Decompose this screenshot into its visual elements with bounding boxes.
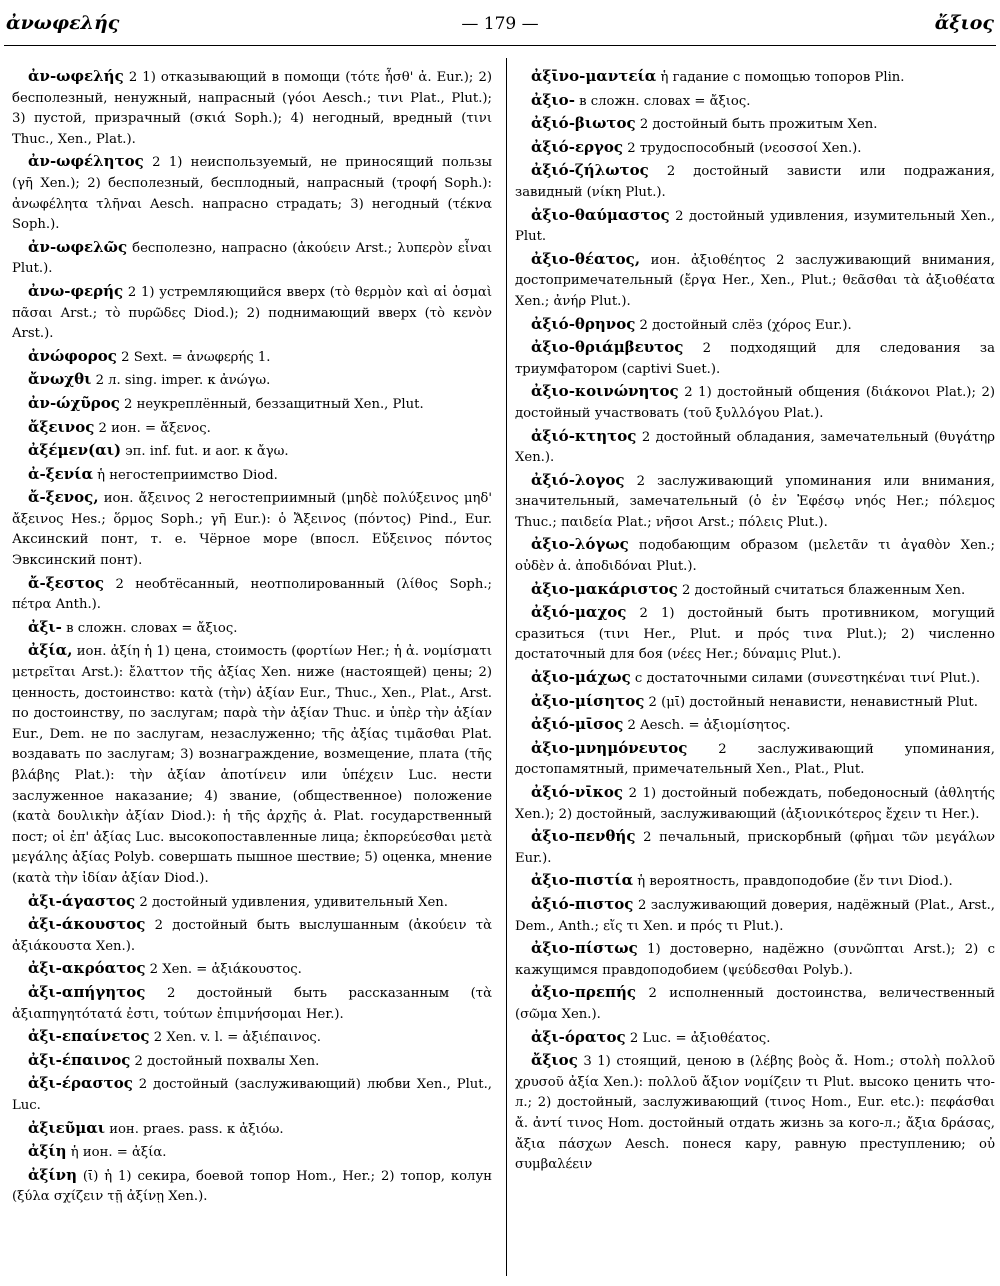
dictionary-entry <box>515 426 995 469</box>
entry-headword: ἀξι-επαίνετος <box>28 1027 150 1046</box>
dictionary-entry <box>12 891 492 914</box>
entry-headword: ἀξι-ακρόατος <box>28 959 146 978</box>
dictionary-entry <box>515 160 995 203</box>
dictionary-entry <box>515 870 995 893</box>
entry-headword: ἀξιό-λογος <box>531 470 625 489</box>
entry-headword: ἀξιο-θαύμαστος <box>531 205 670 224</box>
entry-definition: 2 неукреплённый, беззащитный Xen., Plut. <box>119 396 424 412</box>
entry-headword: ἀξιό-εργος <box>531 137 624 156</box>
entry-definition: 2 заслуживающий упоминания или внимания, значительный, замечательный (ὁ ἐν Ἐφέσῳ νηός Her.; πόλεμος Thuc.; παιδεία Plat.; νῆσοι Arst.; πόλεις Plut.). <box>515 473 995 530</box>
dictionary-entry <box>12 914 492 957</box>
entry-headword: ἀξι-άκουστος <box>28 915 146 934</box>
entry-definition: 2 трудоспособный (νεοσσοί Xen.). <box>623 140 862 156</box>
entry-definition: 2 Xen. v. l. = ἀξιέπαινος. <box>149 1030 321 1046</box>
entry-definition: эп. inf. fut. и aor. к ἄγω. <box>121 444 289 460</box>
entry-definition: ἡ ион. = ἀξία. <box>66 1145 167 1161</box>
entry-headword: ἀξι-έραστος <box>28 1074 133 1093</box>
entry-definition: ион. ἄξεινος 2 негостеприимный (μηδὲ πολύξεινος μηδ' ἄξεινος Hes.; ὅρμος Soph.; γῆ Eur.): ὁ Ἄξεινος (πόντος) Pind., Eur. Аксинский понт, т. е. Чёрное море (впосл. Εὔξεινος πόντος Эвксинский понт). <box>12 491 492 569</box>
entry-definition: 2 1) достойный побеждать, победоносный (ἀθλητής Xen.); 2) достойный, заслуживающий (ἀξιονικότερος ἔχειν τι Her.). <box>515 786 995 822</box>
dictionary-entry <box>12 464 492 487</box>
dictionary-entry <box>515 534 995 577</box>
entry-headword: ἀξιο-θριάμβευτος <box>531 338 684 357</box>
entry-definition: 2 достойный быть прожитым Xen. <box>635 117 878 133</box>
entry-definition: ион. praes. pass. к ἀξιόω. <box>105 1121 284 1137</box>
entry-definition: (ῑ) ἡ 1) секира, боевой топор Hom., Her.; 2) топор, колун (ξύλα σχίζειν τῇ ἀξίνῃ Xen.). <box>12 1168 492 1205</box>
dictionary-entry <box>12 393 492 416</box>
dictionary-entry <box>515 249 995 313</box>
entry-headword: ἀξιο- <box>531 90 575 109</box>
entry-definition: 2 заслуживающий упоминания, достопамятный, примечательный Xen., Plat., Plut. <box>515 741 995 778</box>
dictionary-entry <box>12 1050 492 1073</box>
entry-definition: ἡ вероятность, правдоподобие (ἔν τινι Diod.). <box>633 874 953 890</box>
dictionary-entry <box>515 337 995 380</box>
entry-definition: 2 достойный слёз (χόρος Eur.). <box>635 317 852 333</box>
entry-headword: ἀξιο-λόγως <box>531 535 629 554</box>
entry-definition: 2 подходящий для следования за триумфатором (captivi Suet.). <box>515 341 995 377</box>
dictionary-entry <box>515 782 995 825</box>
entry-headword: ἄ-ξεστος <box>28 573 105 592</box>
dictionary-entry <box>12 617 492 640</box>
entry-definition: 2 достойный удивления, изумительный Xen., Plut. <box>515 208 995 245</box>
entry-headword: ἀξίη <box>28 1142 67 1161</box>
entry-headword: ἀξιο-πενθής <box>531 827 636 846</box>
entry-definition: ἡ гадание с помощью топоров Plin. <box>656 70 905 85</box>
page-number: — 179 — <box>461 14 539 34</box>
dictionary-entry <box>12 573 492 616</box>
dictionary-entry <box>515 314 995 337</box>
entry-headword: ἀ-ξενία <box>28 464 93 483</box>
entry-headword: ἀξιεῦμαι <box>28 1118 105 1137</box>
entry-definition: 2 достойный считаться блаженным Xen. <box>677 582 966 598</box>
entry-headword: ἀξιο-πρεπής <box>531 983 637 1002</box>
entry-headword: ἀξιό-βιωτος <box>531 114 636 133</box>
dictionary-entry <box>515 113 995 136</box>
entry-definition: 2 достойный удивления, удивительный Xen. <box>135 894 448 910</box>
entry-headword: ἀξιο-πίστως <box>531 939 638 958</box>
entry-definition: 2 достойный (заслуживающий) любви Xen., Plut., Luc. <box>12 1077 492 1113</box>
dictionary-entry <box>515 579 995 602</box>
entry-definition: 2 заслуживающий доверия, надёжный (Plat., Arst., Dem., Anth.; εἴς τι Xen. и πρός τι Plut.). <box>515 897 995 934</box>
entry-definition: 2 достойный похвалы Xen. <box>130 1053 320 1069</box>
header-rule <box>4 45 996 46</box>
entry-headword: ἀξι-άγαστος <box>28 891 136 910</box>
entry-definition: с достаточными силами (συνεστηκέναι τινί Plut.). <box>630 671 981 687</box>
entry-definition: 2 Luc. = ἀξιοθέατος. <box>625 1030 771 1046</box>
entry-definition: подобающим образом (μελετᾶν τι ἀγαθὸν Xen.; οὐδὲν ἀ. ἀποδιδόναι Plut.). <box>515 538 995 575</box>
dictionary-entry <box>12 440 492 463</box>
entry-definition: 2 ион. = ἄξενος. <box>94 420 211 436</box>
dictionary-entry <box>515 714 995 737</box>
dictionary-entry <box>12 1026 492 1049</box>
column-divider <box>506 58 507 1276</box>
entry-definition: 2 Aesch. = ἀξιομίσητος. <box>623 718 791 734</box>
entry-headword: ἀξιό-νῑκος <box>531 783 623 801</box>
dictionary-entry <box>515 381 995 424</box>
header-first-word: ἀνωφελής <box>6 12 120 34</box>
dictionary-entry <box>515 90 995 113</box>
entry-headword: ἀν-ωφέλητος <box>28 152 144 171</box>
dictionary-entry <box>12 369 492 392</box>
dictionary-entry <box>12 640 492 889</box>
entry-definition: ион. ἀξιοθέητος 2 заслуживающий внимания, достопримечательный (ἔργα Her., Xen., Plut.; θεᾶσθαι τὰ ἀξιοθέατα Xen.; ἀνήρ Plut.). <box>515 252 995 309</box>
dictionary-entry <box>515 1027 995 1050</box>
entry-definition: 2 достойный зависти или подражания, завидный (νίκη Plut.). <box>515 164 995 200</box>
entry-headword: ἀξέμεν(αι) <box>28 441 122 460</box>
left-column <box>12 66 492 1278</box>
dictionary-entry <box>12 487 492 571</box>
dictionary-entry <box>12 1141 492 1164</box>
entry-headword: ἀξι-έπαινος <box>28 1050 131 1069</box>
entry-headword: ἀξιό-θρηνος <box>531 314 636 333</box>
entry-headword: ἀξιό-μαχος <box>531 603 627 622</box>
entry-headword: ἄξεινος <box>28 417 95 436</box>
dictionary-entry <box>12 982 492 1025</box>
entry-definition: 3 1) стоящий, ценою в (λέβης βοὸς ἄ. Hom.; στολὴ πολλοῦ χρυσοῦ ἀξία Xen.): πολλοῦ ἄξιον νομίζειν τι Plut. высоко ценить что-л.; 2) достойный, заслуживающий (τινος Hom., Eur. etc.): πεφάσθαι ἄ. ἀντί τινος Hom. достойный отдать жизнь за кого-л.; ἄξια δράσας, ἄξια πάσχων Aesch. понеся кару, равную преступлению; οὐ συμβαλέειν <box>515 1054 995 1173</box>
entry-definition: 2 1) отказывающий в помощи (τότε ἦσθ' ἀ. Eur.); 2) бесполезный, ненужный, напрасный (γόοι Aesch.; τινι Plat., Plut.); 3) пустой, призрачный (σκιά Soph.); 4) негодный, вредный (τινι Thuc., Xen., Plat.). <box>12 70 492 147</box>
dictionary-entry <box>515 1050 995 1176</box>
entry-definition: 2 (μῑ) достойный ненависти, ненавистный Plut. <box>644 694 978 710</box>
entry-headword: ἀξιο-μνημόνευτος <box>531 738 688 757</box>
entry-headword: ἄνωχθι <box>28 370 92 389</box>
dictionary-entry <box>515 894 995 937</box>
page-header <box>6 12 994 40</box>
entry-definition: 2 исполненный достоинства, величественный (σῶμα Xen.). <box>515 986 995 1022</box>
entry-headword: ἀξι-όρατος <box>531 1027 626 1046</box>
dictionary-entry <box>12 151 492 235</box>
entry-definition: в сложн. словах = ἄξιος. <box>61 620 238 636</box>
entry-definition: 2 достойный обладания, замечательный (θυγάτηρ Xen.). <box>515 429 995 466</box>
dictionary-entry <box>515 738 995 781</box>
dictionary-entry <box>12 346 492 369</box>
entry-definition: 1) достоверно, надёжно (συνῶπται Arst.); 2) с кажущимся правдоподобием (ψεύδεσθαι Polyb.). <box>515 942 995 978</box>
entry-headword: ἀξιό-ζήλωτος <box>531 161 649 180</box>
entry-headword: ἀξιο-θέατος, <box>531 249 641 268</box>
dictionary-entry <box>515 982 995 1025</box>
dictionary-entry <box>515 826 995 869</box>
entry-definition: ἡ негостеприимство Diod. <box>92 467 278 483</box>
entry-headword: ἀν-ωφελής <box>28 67 124 85</box>
entry-headword: ἀξιο-μάχως <box>531 668 631 687</box>
entry-headword: ἀν-ώχῦρος <box>28 393 120 412</box>
entry-headword: ἀξιο-πιστία <box>531 871 634 890</box>
entry-definition: 2 достойный быть рассказанным (τὰ ἀξιαπηγητότατά ἐστι, τούτων ἐπιμνήσομαι Her.). <box>12 985 492 1022</box>
dictionary-entry <box>12 1165 492 1208</box>
entry-headword: ἀν-ωφελῶς <box>28 237 128 256</box>
dictionary-entry <box>12 958 492 981</box>
dictionary-entry <box>12 66 492 150</box>
dictionary-entry <box>515 691 995 714</box>
entry-definition: 2 необтёсанный, неотполированный (λίθος Soph.; πέτρα Anth.). <box>12 576 492 613</box>
entry-headword: ἀξιό-μῑσος <box>531 715 624 734</box>
dictionary-entry <box>12 281 492 345</box>
entry-headword: ἀνώφορος <box>28 346 117 365</box>
right-column <box>515 66 995 1278</box>
entry-headword: ἀξι- <box>28 617 62 636</box>
entry-headword: ἀξι-απήγητος <box>28 982 146 1001</box>
dictionary-entry <box>515 205 995 248</box>
entry-headword: ἀξίνη <box>28 1165 77 1184</box>
entry-headword: ἀξιό-πιστος <box>531 894 634 913</box>
dictionary-entry <box>12 237 492 280</box>
entry-definition: 2 л. sing. imper. к ἀνώγω. <box>91 373 271 389</box>
entry-headword: ἀξιο-μίσητος <box>531 691 645 710</box>
dictionary-entry <box>515 470 995 534</box>
entry-definition: 2 1) достойный общения (διάκονοι Plat.); 2) достойный участвовать (τοῦ ξυλλόγου Plat.). <box>515 385 995 421</box>
entry-definition: в сложн. словах = ἄξιος. <box>574 93 751 109</box>
entry-headword: ἀξῑνο-μαντεία <box>531 67 657 85</box>
dictionary-entry <box>515 66 995 89</box>
entry-headword: ἀξία, <box>28 641 73 660</box>
entry-definition: 2 Xen. = ἀξιάκουστος. <box>145 962 302 978</box>
entry-definition: ион. ἀξίη ἡ 1) цена, стоимость (φορτίων Her.; ἡ ἀ. νομίσματι μετρεῖται Arst.): ἔλαττον τῆς ἀξίας Xen. ниже (настоящей) цены; 2) ценность, достоинство: κατὰ (τὴν) ἀξίαν Eur., Thuc., Xen., Plat., Arst. по достоинству, по заслугам; παρὰ τὴν ἀξίαν Thuc. и ὑπὲρ τὴν ἀξίαν Eur., Dem. не по заслугам, незаслуженно; τῆς ἀξίας τιμᾶσθαι Plat. воздавать по заслугам; 3) вознаграждение, возмещение, плата (τῆς βλάβης Plat.): τὴν ἀξίαν ἀποτίνειν или ὑπέχειν Luc. нести заслуженное наказание; 4) звание, (общественное) положение (κατὰ δουλικὴν ἀξίαν Diod.): ἡ τῆς ἀρχῆς ἀ. Plat. государственный пост; οἱ ἐπ' ἀξίας Luc. высокопоставленные лица; ἐκπορεύεσθαι μετὰ μεγάλης ἀξίας Polyb. совершать пышное шествие; 5) оценка, мнение (κατὰ τὴν ἰδίαν ἀξίαν Diod.). <box>12 644 492 886</box>
entry-headword: ἀξιο-μακάριστος <box>531 579 678 598</box>
entry-definition: 2 достойный быть выслушанным (ἀκούειν τὰ ἀξιάκουστα Xen.). <box>12 918 492 954</box>
entry-headword: ἀνω-φερής <box>28 281 124 300</box>
entry-headword: ἄ-ξενος, <box>28 488 99 507</box>
entry-headword: ἀξιό-κτητος <box>531 426 637 445</box>
entry-headword: ἄξιος <box>531 1051 578 1070</box>
dictionary-entry <box>515 602 995 666</box>
dictionary-entry <box>12 1073 492 1116</box>
entry-definition: бесполезно, напрасно (ἀκούειν Arst.; λυπερὸν εἶναι Plut.). <box>12 240 492 277</box>
dictionary-entry <box>515 667 995 690</box>
header-last-word: ἄξιος <box>934 12 994 34</box>
dictionary-entry <box>12 1118 492 1141</box>
dictionary-entry <box>515 137 995 160</box>
entry-definition: 2 1) устремляющийся вверх (τὸ θερμὸν καὶ αἱ ὀσμαὶ πᾶσαι Arst.; τὸ πυρῶδες Diod.); 2) поднимающий вверх (τὸ κενὸν Arst.). <box>12 284 492 342</box>
entry-headword: ἀξιο-κοινώνητος <box>531 382 679 401</box>
dictionary-entry <box>515 938 995 981</box>
dictionary-entry <box>12 417 492 440</box>
entry-definition: 2 печальный, прискорбный (φῆμαι τῶν μεγάλων Eur.). <box>515 830 995 866</box>
entry-definition: 2 1) неиспользуемый, не приносящий пользы (γῆ Xen.); 2) бесполезный, бесплодный, напрасный (τροφή Soph.): ἀνωφέλητα τλῆναι Aesch. напрасно страдать; 3) негодный (τέκνα Soph.). <box>12 155 492 233</box>
entry-definition: 2 1) достойный быть противником, могущий сразиться (τινι Her., Plut. и πρός τινα Plut.); 2) численно достаточный для боя (νέες Her.; δύναμις Plut.). <box>515 606 995 663</box>
entry-definition: 2 Sext. = ἀνωφερής 1. <box>116 349 271 365</box>
